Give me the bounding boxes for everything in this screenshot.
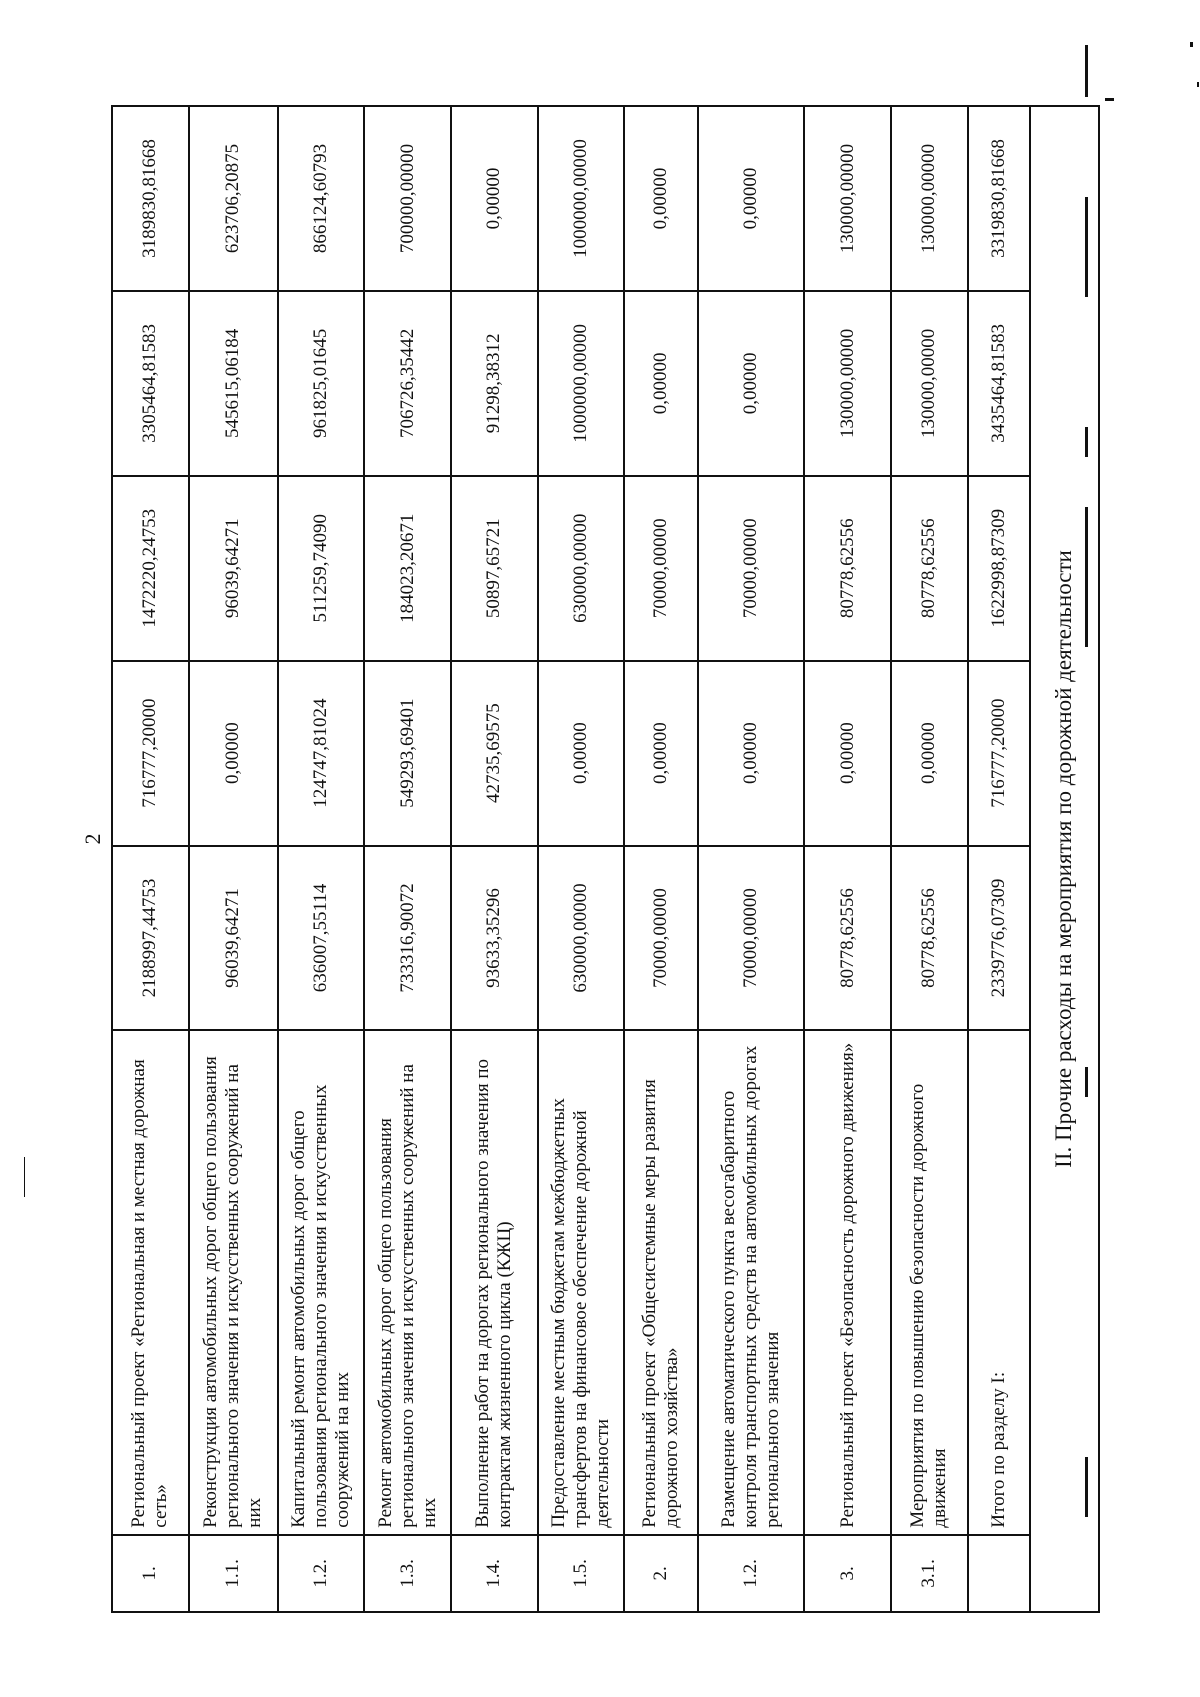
row-number: 1.2. [698, 1535, 805, 1612]
row-value: 716777,20000 [112, 661, 189, 846]
row-value: 0,00000 [189, 661, 278, 846]
row-number: 3.1. [891, 1535, 968, 1612]
row-value: 91298,38312 [451, 291, 538, 476]
page-number: 2 [80, 833, 105, 845]
row-value: 630000,00000 [538, 476, 625, 661]
row-value: 130000,00000 [804, 291, 891, 476]
table-row [364, 106, 451, 1612]
row-value: 93633,35296 [451, 846, 538, 1031]
row-name: Реконструкция автомобильных дорог общего пользования регионального значения и искусственных сооружений на них [189, 1030, 278, 1534]
scan-mark [1197, 82, 1199, 87]
row-number [968, 1535, 1030, 1612]
scan-mark [1085, 507, 1088, 647]
row-value: 545615,06184 [189, 291, 278, 476]
row-value: 1000000,00000 [538, 106, 625, 291]
row-value: 80778,62556 [891, 846, 968, 1031]
row-value: 124747,81024 [278, 661, 365, 846]
row-value: 630000,00000 [538, 846, 625, 1031]
row-value: 96039,64271 [189, 476, 278, 661]
row-value: 0,00000 [538, 661, 625, 846]
table-row [538, 106, 625, 1612]
row-value: 0,00000 [451, 106, 538, 291]
row-value: 549293,69401 [364, 661, 451, 846]
table-row [278, 106, 365, 1612]
row-value: 0,00000 [698, 106, 805, 291]
row-name: Ремонт автомобильных дорог общего пользования регионального значения и искусственных сооружений на них [364, 1030, 451, 1534]
table-row [968, 106, 1030, 1612]
row-name: Капитальный ремонт автомобильных дорог общего пользования регионального значения и искусственных сооружений на них [278, 1030, 365, 1534]
row-value: 866124,60793 [278, 106, 365, 291]
row-value: 0,00000 [698, 291, 805, 476]
row-value: 3189830,81668 [112, 106, 189, 291]
row-number: 1. [112, 1535, 189, 1612]
row-value: 0,00000 [891, 661, 968, 846]
row-name: Размещение автоматического пункта весогабаритного контроля транспортных средств на автомобильных дорогах регионального значения [698, 1030, 805, 1534]
row-value: 96039,64271 [189, 846, 278, 1031]
section-title: II. Прочие расходы на мероприятия по дорожной деятельности [1030, 106, 1099, 1612]
row-value: 0,00000 [624, 661, 697, 846]
row-name: Региональный проект «Общесистемные меры развития дорожного хозяйства» [624, 1030, 697, 1534]
row-number: 1.3. [364, 1535, 451, 1612]
row-value: 130000,00000 [891, 291, 968, 476]
row-value: 80778,62556 [891, 476, 968, 661]
row-value: 70000,00000 [698, 476, 805, 661]
row-number: 2. [624, 1535, 697, 1612]
table-row [698, 106, 805, 1612]
row-value: 0,00000 [804, 661, 891, 846]
row-value: 130000,00000 [891, 106, 968, 291]
row-value: 1472220,24753 [112, 476, 189, 661]
row-value: 2188997,44753 [112, 846, 189, 1031]
row-number: 1.4. [451, 1535, 538, 1612]
row-value: 3319830,81668 [968, 106, 1030, 291]
row-value: 3435464,81583 [968, 291, 1030, 476]
row-value: 700000,00000 [364, 106, 451, 291]
row-value: 0,00000 [698, 661, 805, 846]
row-value: 70000,00000 [698, 846, 805, 1031]
row-name: Предоставление местным бюджетам межбюджетных трансфертов на финансовое обеспечение дорожной деятельности [538, 1030, 625, 1534]
table-row [804, 106, 891, 1612]
row-value: 3305464,81583 [112, 291, 189, 476]
row-number: 1.5. [538, 1535, 625, 1612]
table-row [624, 106, 697, 1612]
scan-mark [1105, 98, 1114, 101]
table-row [189, 106, 278, 1612]
row-name: Региональный проект «Безопасность дорожного движения» [804, 1030, 891, 1534]
row-number: 1.2. [278, 1535, 365, 1612]
row-value: 80778,62556 [804, 476, 891, 661]
row-value: 1622998,87309 [968, 476, 1030, 661]
row-value: 961825,01645 [278, 291, 365, 476]
scan-mark [1190, 42, 1193, 47]
scan-mark [24, 1157, 25, 1197]
table-row [891, 106, 968, 1612]
row-value: 706726,35442 [364, 291, 451, 476]
row-name: Итого по разделу I: [968, 1030, 1030, 1534]
scan-mark [1085, 427, 1088, 457]
row-value: 733316,90072 [364, 846, 451, 1031]
row-value: 2339776,07309 [968, 846, 1030, 1031]
table-row [112, 106, 189, 1612]
row-value: 0,00000 [624, 106, 697, 291]
row-value: 636007,55114 [278, 846, 365, 1031]
scan-mark [1085, 197, 1088, 297]
scan-mark [1085, 1067, 1088, 1097]
row-name: Региональный проект «Региональная и местная дорожная сеть» [112, 1030, 189, 1534]
row-name: Мероприятия по повышению безопасности дорожного движения [891, 1030, 968, 1534]
row-value: 70000,00000 [624, 476, 697, 661]
row-number: 3. [804, 1535, 891, 1612]
row-name: Выполнение работ на дорогах регионального значения по контрактам жизненного цикла (КЖЦ) [451, 1030, 538, 1534]
row-value: 42735,69575 [451, 661, 538, 846]
section-row [1030, 106, 1099, 1612]
row-value: 1000000,00000 [538, 291, 625, 476]
row-value: 623706,20875 [189, 106, 278, 291]
row-value: 130000,00000 [804, 106, 891, 291]
scan-mark [1085, 45, 1088, 97]
row-number: 1.1. [189, 1535, 278, 1612]
table-row [451, 106, 538, 1612]
row-value: 184023,20671 [364, 476, 451, 661]
row-value: 80778,62556 [804, 846, 891, 1031]
scan-mark [1085, 1457, 1088, 1517]
row-value: 0,00000 [624, 291, 697, 476]
row-value: 511259,74090 [278, 476, 365, 661]
budget-table [111, 105, 1100, 1613]
row-value: 716777,20000 [968, 661, 1030, 846]
row-value: 50897,65721 [451, 476, 538, 661]
row-value: 70000,00000 [624, 846, 697, 1031]
